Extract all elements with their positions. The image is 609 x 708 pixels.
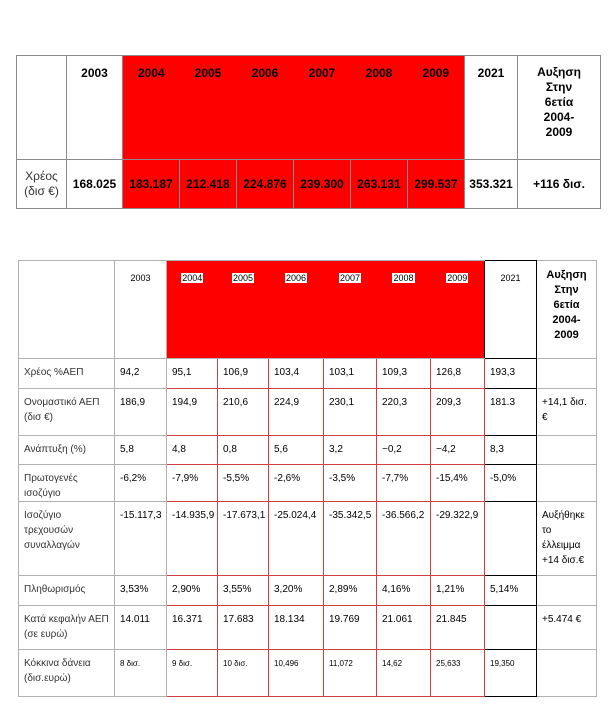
value-cell: 194,9 [167,389,218,436]
value-cell: -17.673,1 [218,502,269,576]
value-cell: 263.131 [351,160,408,209]
value-cell: 183.187 [123,160,180,209]
increase-cell [537,650,597,697]
value-cell: 14.011 [115,606,167,650]
value-cell: −0,2 [377,436,431,465]
value-cell: 95,1 [167,359,218,389]
economic-indicators-table [18,260,597,697]
row-label [19,389,115,436]
increase-line: το [542,525,552,536]
value-cell: 103,1 [324,359,377,389]
year-label: 2021 [500,273,521,283]
value-cell: 224.876 [237,160,294,209]
value-cell: -3,5% [324,465,377,502]
value-cell: 19.769 [324,606,377,650]
value-cell: 230,1 [324,389,377,436]
corner-cell [17,56,67,160]
value-cell: 10,496 [269,650,324,697]
table-row [19,606,597,650]
value-cell: 4,16% [377,576,431,606]
year-label: 2008 [393,273,414,283]
increase-header-line: Στην [554,284,579,296]
value-cell: 109,3 [377,359,431,389]
increase-cell [537,359,597,389]
value-cell: 2,90% [167,576,218,606]
increase-line: +14,1 δισ. [542,397,587,408]
row-label [19,606,115,650]
increase-header-line: Αυξηση [546,269,587,281]
increase-line: έλλειμμα [542,540,581,551]
increase-header-line: 2004- [543,110,575,124]
increase-cell: +5.474 € [537,606,597,650]
value-cell: 8 δισ. [115,650,167,697]
row-label: Χρέος %ΑΕΠ [19,359,115,389]
value-cell: 106,9 [218,359,269,389]
value-cell: 224,9 [269,389,324,436]
table-row [19,359,597,389]
value-cell: 21.061 [377,606,431,650]
increase-header [518,56,601,160]
value-cell: 0,8 [218,436,269,465]
value-cell: 11,072 [324,650,377,697]
value-cell: 168.025 [67,160,123,209]
debt-row [17,160,601,209]
debt-summary-table [16,55,601,209]
row-label-line: (δισ €) [24,412,53,423]
increase-line: € [542,412,548,423]
value-cell: 2,89% [324,576,377,606]
year-header: 2006 [237,56,294,160]
value-cell: -36.566,2 [377,502,431,576]
increase-header-line: 6ετία [553,299,580,311]
row-label-line: (σε ευρώ) [24,629,68,640]
year-header: 2007 [294,56,351,160]
value-cell: -5,5% [218,465,269,502]
year-label: 2007 [339,273,361,283]
increase-cell [537,502,597,576]
year-header [115,261,167,359]
value-cell: 4,8 [167,436,218,465]
value-cell: 181.3 [485,389,537,436]
row-label-line: (δισ €) [24,184,59,198]
year-header: 2003 [67,56,123,160]
value-cell: 3,2 [324,436,377,465]
row-label: Πρωτογενές ισοζύγιο [19,465,115,502]
row-label: Ανάπτυξη (%) [19,436,115,465]
header-row [17,56,601,160]
value-cell: 193,3 [485,359,537,389]
value-cell: -7,9% [167,465,218,502]
year-header [324,261,377,359]
value-cell: 5,14% [485,576,537,606]
value-cell [485,606,537,650]
value-cell: 5,6 [269,436,324,465]
increase-value: +116 δισ. [518,160,601,209]
value-cell: 8,3 [485,436,537,465]
row-label-line: Ονομαστικό ΑΕΠ [24,397,100,408]
value-cell: 3,53% [115,576,167,606]
value-cell: 210,6 [218,389,269,436]
row-label-line: Χρέος [25,169,58,183]
value-cell: -5,0% [485,465,537,502]
value-cell: 1,21% [431,576,485,606]
value-cell: -25.024,4 [269,502,324,576]
value-cell: 299.537 [408,160,465,209]
row-label-line: συναλλαγών [24,540,80,551]
year-header [167,261,218,359]
row-label [17,160,67,209]
value-cell [485,502,537,576]
increase-line: Αυξήθηκε [542,510,585,521]
table-row [19,389,597,436]
value-cell: 14,62 [377,650,431,697]
value-cell: 25,633 [431,650,485,697]
value-cell: -15,4% [431,465,485,502]
table-row [19,650,597,697]
year-label: 2009 [447,273,468,283]
row-label: Πληθωρισμός [19,576,115,606]
value-cell: −4,2 [431,436,485,465]
value-cell: 19,350 [485,650,537,697]
value-cell: -15.117,3 [115,502,167,576]
year-header [269,261,324,359]
value-cell: -7,7% [377,465,431,502]
value-cell: 3,20% [269,576,324,606]
increase-cell [537,436,597,465]
value-cell: 17.683 [218,606,269,650]
increase-cell [537,389,597,436]
value-cell: 126,8 [431,359,485,389]
value-cell: 9 δισ. [167,650,218,697]
row-label-line: Κατά κεφαλήν ΑΕΠ [24,614,109,625]
year-header [485,261,537,359]
value-cell: 209,3 [431,389,485,436]
value-cell: 220,3 [377,389,431,436]
increase-header-line: 2009 [545,125,573,139]
year-label: 2005 [232,273,254,283]
year-header: 2005 [180,56,237,160]
increase-header-line: Αυξηση [537,65,581,79]
increase-header [537,261,597,359]
year-header: 2021 [465,56,518,160]
increase-header-line: 6ετία [544,95,574,109]
corner-cell [19,261,115,359]
value-cell: -2,6% [269,465,324,502]
increase-cell [537,576,597,606]
value-cell: -29.322,9 [431,502,485,576]
table-row [19,465,597,502]
value-cell: 186,9 [115,389,167,436]
increase-cell [537,465,597,502]
value-cell: -6,2% [115,465,167,502]
increase-line: +14 δισ.€ [542,555,585,566]
increase-header-line: 2009 [554,329,579,341]
year-header [218,261,269,359]
header-row [19,261,597,359]
value-cell: 94,2 [115,359,167,389]
increase-header-line: 2004- [552,314,581,326]
year-header: 2008 [351,56,408,160]
table-row [19,576,597,606]
row-label [19,502,115,576]
value-cell: 10 δισ. [218,650,269,697]
value-cell: 21.845 [431,606,485,650]
year-label: 2003 [130,273,151,283]
value-cell: 18.134 [269,606,324,650]
value-cell: 103,4 [269,359,324,389]
value-cell: 239.300 [294,160,351,209]
table-row [19,502,597,576]
value-cell: 16.371 [167,606,218,650]
table-row [19,436,597,465]
year-label: 2004 [182,273,203,283]
value-cell: -35.342,5 [324,502,377,576]
year-header: 2009 [408,56,465,160]
row-label-line: (δισ.ευρώ) [24,673,71,684]
value-cell: 212.418 [180,160,237,209]
increase-header-line: Στην [545,80,573,94]
value-cell: 3,55% [218,576,269,606]
row-label-line: Ισοζύγιο τρεχουσών [24,510,74,536]
year-label: 2006 [285,273,307,283]
row-label [19,650,115,697]
row-label-line: Κόκκινα δάνεια [24,658,91,669]
year-header [377,261,431,359]
value-cell: 5,8 [115,436,167,465]
value-cell: 353.321 [465,160,518,209]
value-cell: -14.935,9 [167,502,218,576]
year-header [431,261,485,359]
year-header: 2004 [123,56,180,160]
